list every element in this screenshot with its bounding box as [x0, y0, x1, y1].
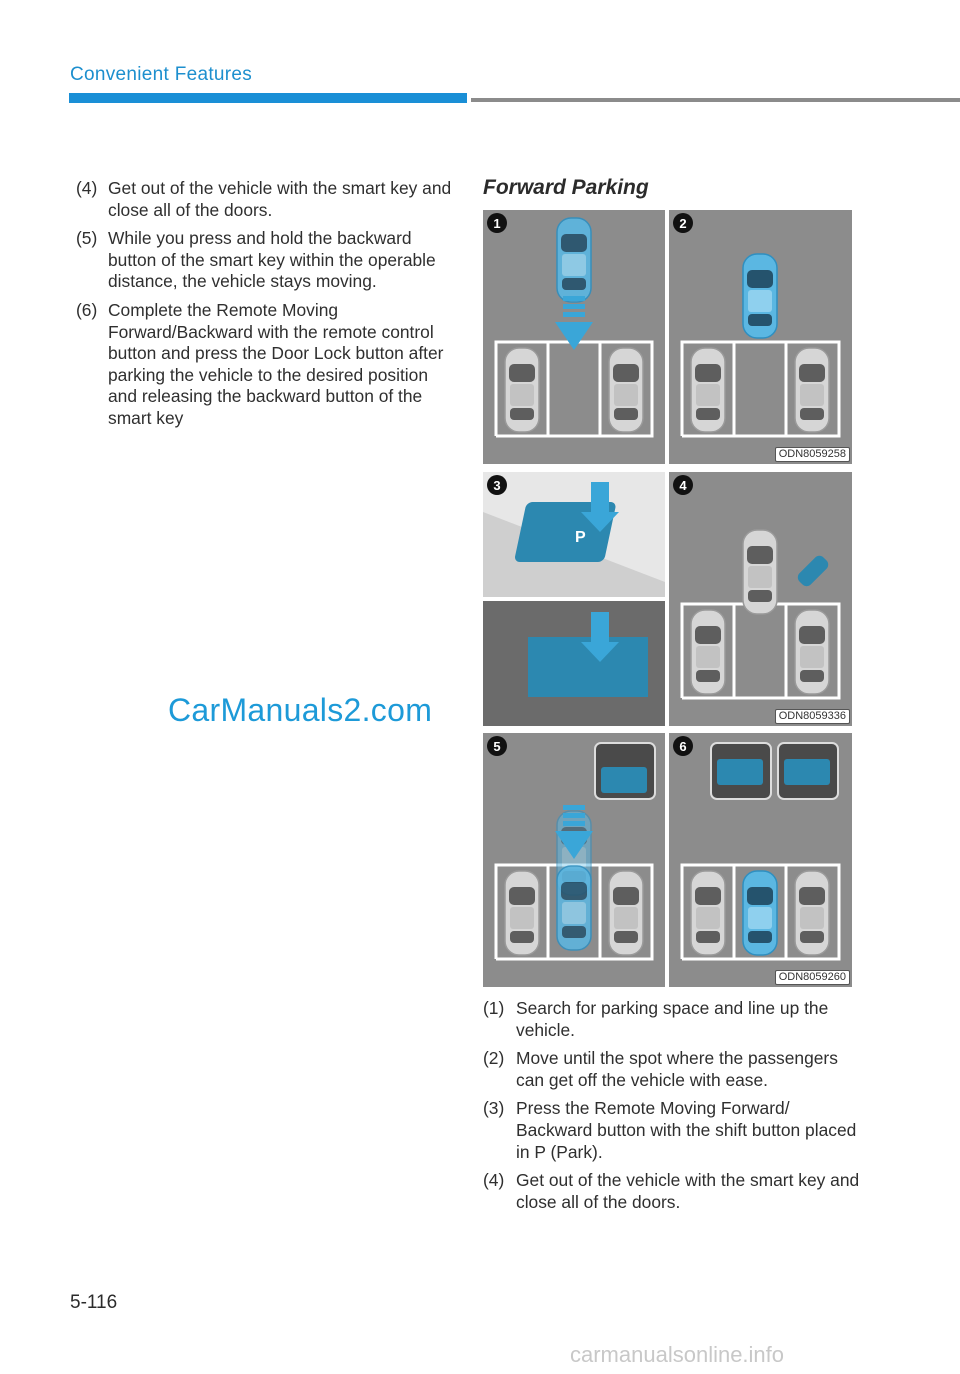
shift-label: P: [575, 529, 586, 546]
list-item: [483, 1098, 863, 1163]
step-number: (3): [483, 1098, 505, 1119]
panel-label: 6: [679, 739, 687, 754]
step-text: Get out of the vehicle with the smart key and close all of the doors.: [108, 178, 452, 220]
step-number: (4): [76, 178, 98, 198]
list-item: [76, 178, 456, 221]
step-text: Get out of the vehicle with the smart key and close all of the doors.: [516, 1170, 860, 1212]
step-number: (1): [483, 998, 505, 1018]
right-step-list: [483, 998, 863, 1220]
step-text: While you press and hold the backward button of the smart key within the operable distance, the vehicle stays moving.: [108, 228, 436, 292]
list-item: [76, 300, 456, 430]
header-bar-blue: [69, 93, 467, 103]
step-text: Press the Remote Moving Forward/ Backward button with the shift button placed in P (Park).: [516, 1098, 857, 1162]
panel-label: 1: [493, 216, 501, 231]
step-text: Complete the Remote Moving Forward/Backward with the remote control button and press the Door Lock button after parking the vehicle to the desired position and releasing the backward button of the smart key: [108, 299, 444, 428]
header-title: Convenient Features: [70, 64, 253, 85]
step-text: Search for parking space and line up the vehicle.: [516, 998, 829, 1040]
list-item: [483, 1048, 863, 1091]
figure-2: [483, 472, 852, 726]
figure-code: ODN8059336: [775, 709, 850, 724]
step-text: Move until the spot where the passengers can get off the vehicle with ease.: [516, 1048, 838, 1090]
panel-label: 3: [493, 478, 501, 493]
step-number: (4): [483, 1170, 505, 1191]
footer-watermark: carmanualsonline.info: [570, 1342, 785, 1367]
watermark-link[interactable]: CarManuals2.com: [168, 692, 433, 728]
figure-code: ODN8059258: [775, 447, 850, 462]
list-item: [483, 998, 863, 1041]
section-title: Forward Parking: [483, 176, 649, 199]
panel-label: 5: [493, 739, 501, 754]
step-number: (6): [76, 299, 98, 320]
figure-code: ODN8059260: [775, 970, 850, 985]
page-number: 5-116: [70, 1292, 118, 1313]
figure-3-illustration: [483, 733, 852, 987]
panel-label: 2: [679, 216, 687, 231]
list-item: [76, 228, 456, 293]
step-number: (5): [76, 228, 98, 249]
list-item: [483, 1170, 863, 1213]
header-bar-gray: [471, 98, 960, 102]
figure-1: [483, 210, 852, 464]
figure-3: [483, 733, 852, 987]
figure-2-illustration: [483, 472, 852, 726]
left-step-list: [76, 178, 456, 437]
figure-1-illustration: [483, 210, 852, 464]
panel-label: 4: [679, 478, 687, 493]
step-number: (2): [483, 1048, 505, 1069]
